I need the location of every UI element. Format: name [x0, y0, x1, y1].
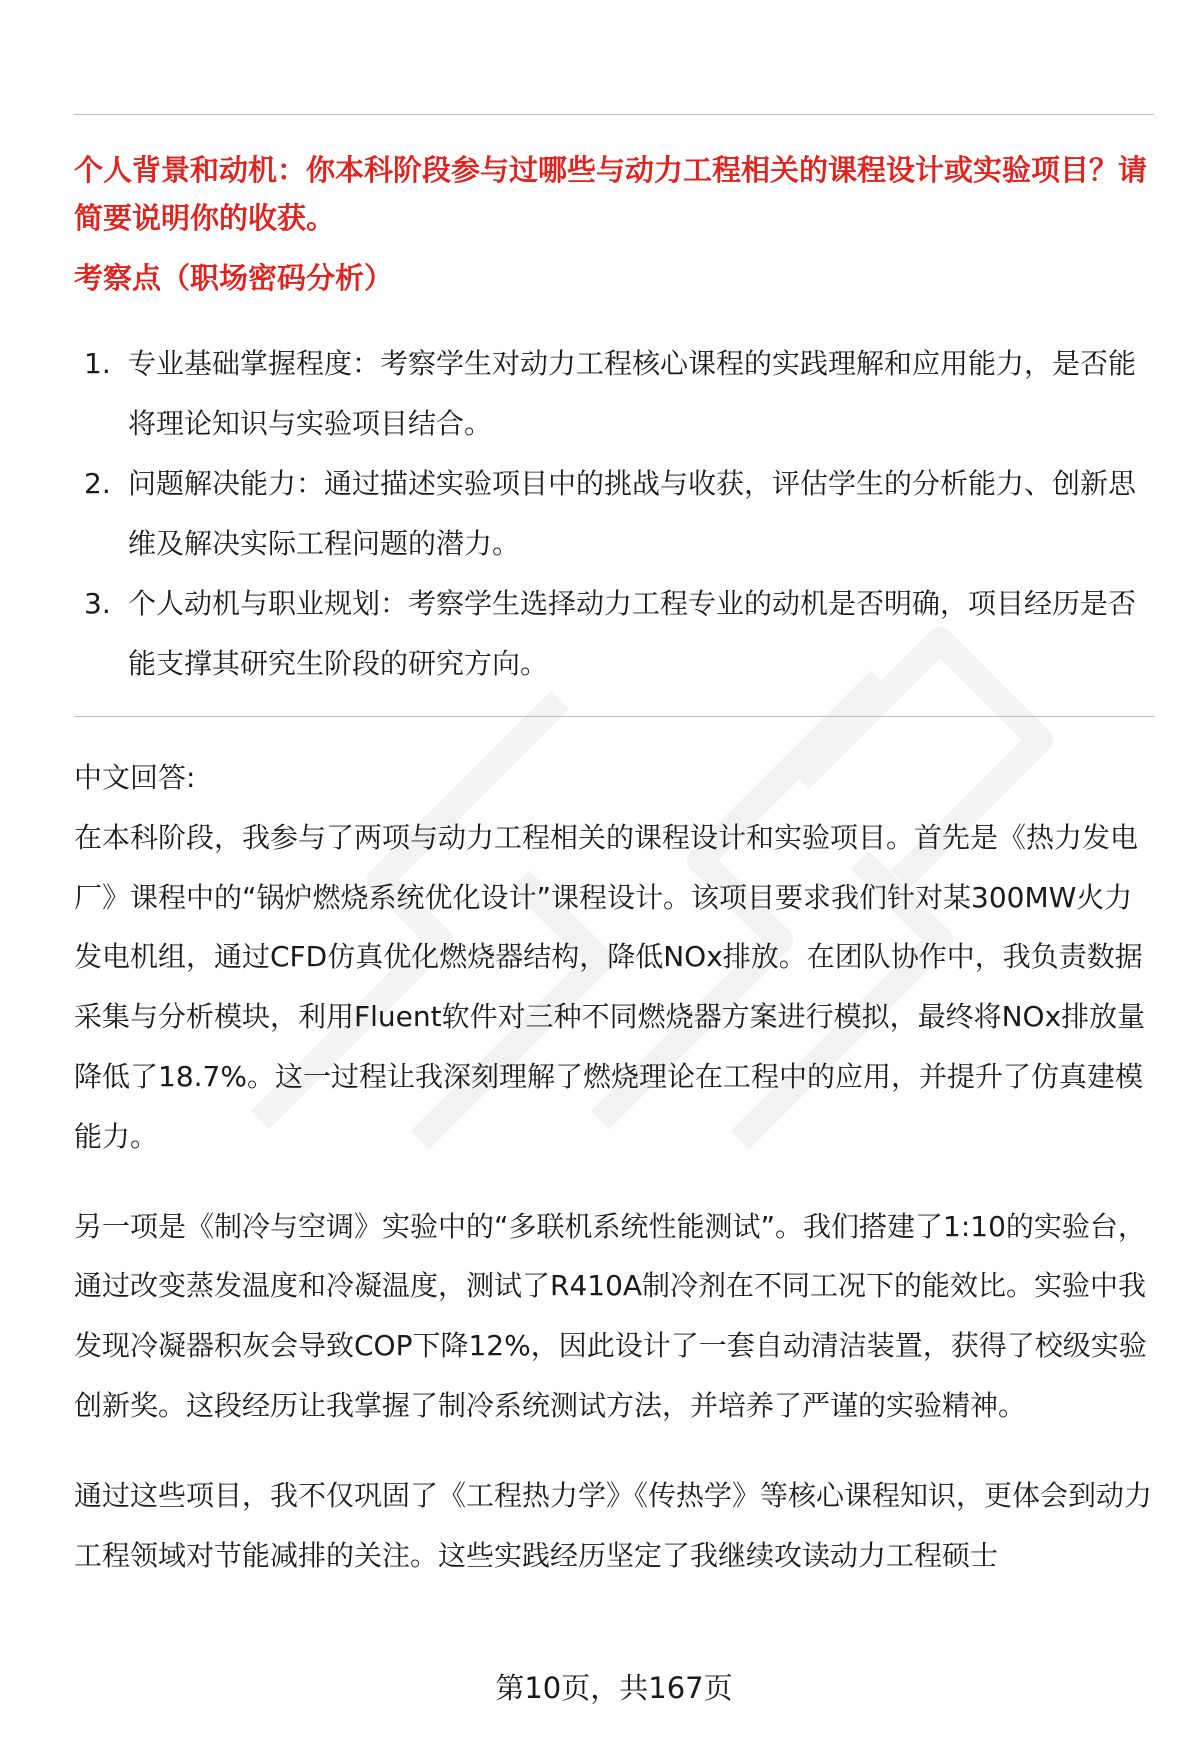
list-item-number: 1. — [84, 347, 111, 380]
paragraph-gap — [74, 1167, 1154, 1197]
document-page — [74, 0, 1154, 1755]
answer-section — [74, 748, 1154, 1585]
answer-paragraph: 在本科阶段，我参与了两项与动力工程相关的课程设计和实验项目。首先是《热力发电厂》课程中的“锅炉燃烧系统优化设计”课程设计。该项目要求我们针对某300MW火力发电机组，通过CFD仿真优化燃烧器结构，降低NOx排放。在团队协作中，我负责数据采集与分析模块，利用Fluent软件对三种不同燃烧器方案进行模拟，最终将NOx排放量降低了18.7%。这一过程让我深刻理解了燃烧理论在工程中的应用，并提升了仿真建模能力。 — [74, 820, 1146, 1153]
assessment-points-title: 考察点（职场密码分析） — [74, 261, 394, 295]
list-item-number: 2. — [84, 467, 111, 500]
answer-label: 中文回答: — [74, 761, 196, 794]
page-number: 第10页，共167页 — [495, 1671, 733, 1705]
answer-paragraph: 通过这些项目，我不仅巩固了《工程热力学》《传热学》等核心课程知识，更体会到动力工程领域对节能减排的关注。这些实践经历坚定了我继续攻读动力工程硕士 — [74, 1478, 1153, 1572]
paragraph-gap — [74, 1436, 1154, 1466]
question-heading: 个人背景和动机：你本科阶段参与过哪些与动力工程相关的课程设计或实验项目？请简要说明你的收获。 — [74, 153, 1148, 235]
list-item-text: 专业基础掌握程度：考察学生对动力工程核心课程的实践理解和应用能力，是否能将理论知识与实验项目结合。 — [128, 347, 1137, 440]
top-divider — [74, 114, 1154, 115]
list-item — [74, 454, 1154, 574]
list-item-text: 问题解决能力：通过描述实验项目中的挑战与收获，评估学生的分析能力、创新思维及解决实际工程问题的潜力。 — [128, 467, 1137, 560]
list-item — [74, 334, 1154, 454]
list-item — [74, 574, 1154, 694]
assessment-points-list — [74, 334, 1154, 694]
list-item-text: 个人动机与职业规划：考察学生选择动力工程专业的动机是否明确，项目经历是否能支撑其研究生阶段的研究方向。 — [128, 587, 1137, 680]
section-divider — [74, 716, 1154, 717]
answer-paragraph: 另一项是《制冷与空调》实验中的“多联机系统性能测试”。我们搭建了1:10的实验台，通过改变蒸发温度和冷凝温度，测试了R410A制冷剂在不同工况下的能效比。实验中我发现冷凝器积灰会导致COP下降12%，因此设计了一套自动清洁装置，获得了校级实验创新奖。这段经历让我掌握了制冷系统测试方法，并培养了严谨的实验精神。 — [74, 1209, 1147, 1422]
list-item-number: 3. — [84, 587, 111, 620]
